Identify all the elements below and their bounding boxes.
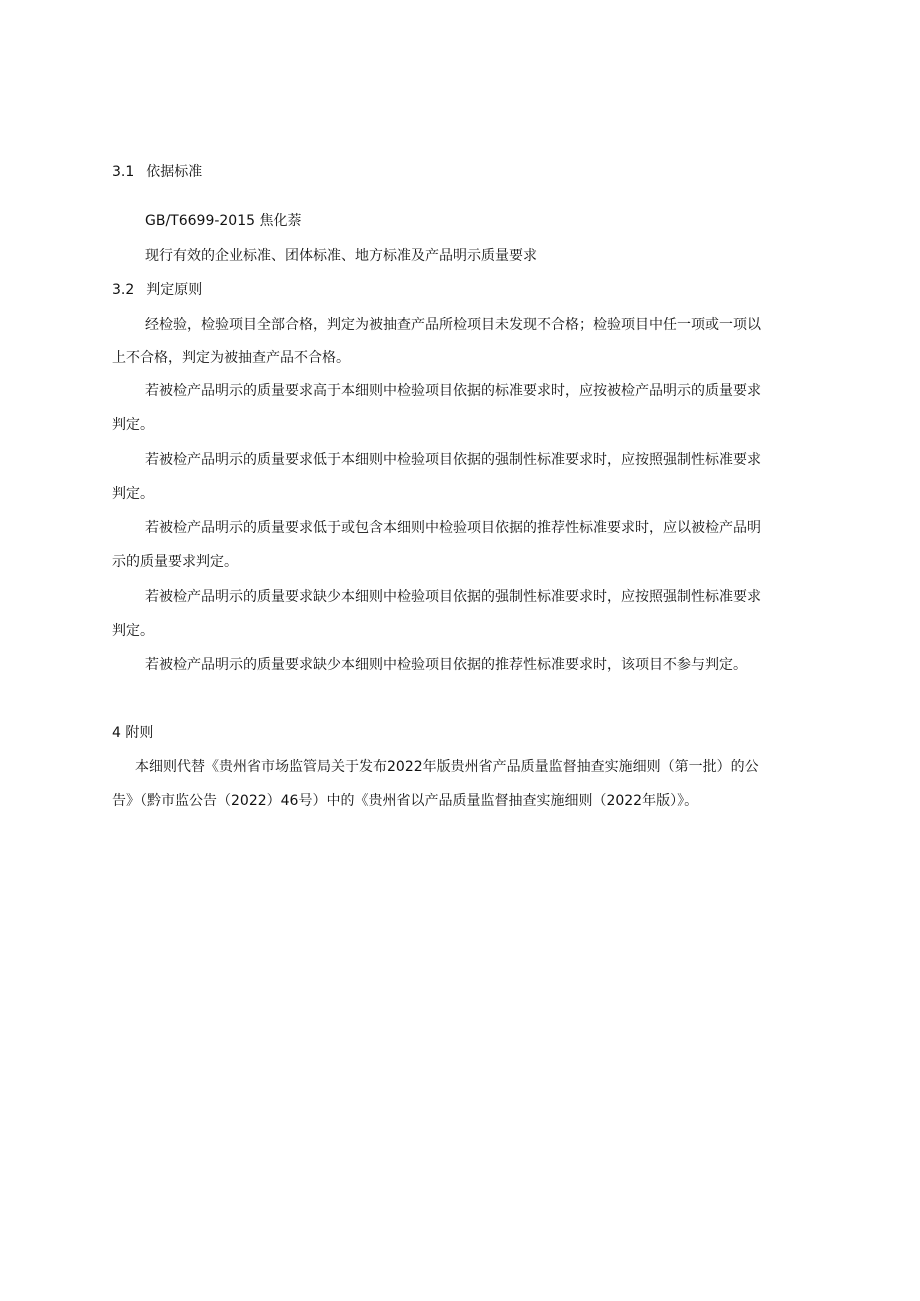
section-title: 判定原则: [146, 282, 203, 298]
paragraph-line: 若被检产品明示的质量要求高于本细则中检验项目依据的标准要求时，应按被检产品明示的质量要求: [145, 383, 761, 399]
section-number: 3.2: [112, 282, 135, 298]
section-number: 3.1: [112, 164, 135, 180]
paragraph-line: 判定。: [112, 486, 154, 502]
paragraph-line: 若被检产品明示的质量要求缺少本细则中检验项目依据的推荐性标准要求时，该项目不参与判定。: [145, 657, 747, 673]
paragraph-line: 示的质量要求判定。: [112, 554, 238, 570]
section-4-heading: 4 附则: [112, 725, 154, 741]
section-3-2-heading: [112, 281, 202, 299]
paragraph-line: 若被检产品明示的质量要求低于或包含本细则中检验项目依据的推荐性标准要求时，应以被检产品明: [145, 520, 761, 536]
section-title: 依据标准: [146, 164, 203, 180]
paragraph-line: 若被检产品明示的质量要求缺少本细则中检验项目依据的强制性标准要求时，应按照强制性标准要求: [145, 589, 761, 605]
paragraph-line: 本细则代替《贵州省市场监管局关于发布2022年版贵州省产品质量监督抽查实施细则（第一批）的公: [135, 759, 759, 775]
section-3-1-heading: [112, 163, 202, 181]
paragraph-line: 经检验，检验项目全部合格，判定为被抽查产品所检项目未发现不合格；检验项目中任一项或一项以: [145, 317, 761, 333]
standard-item: 现行有效的企业标准、团体标准、地方标准及产品明示质量要求: [145, 248, 537, 264]
paragraph-line: 判定。: [112, 623, 154, 639]
paragraph-line: 上不合格，判定为被抽查产品不合格。: [112, 350, 350, 366]
paragraph-line: 告》（黔市监公告（2022）46号）中的《贵州省以产品质量监督抽查实施细则（2022年版）》。: [112, 793, 699, 809]
paragraph-line: 若被检产品明示的质量要求低于本细则中检验项目依据的强制性标准要求时，应按照强制性标准要求: [145, 452, 761, 468]
standard-item: GB/T6699-2015 焦化萘: [145, 213, 302, 229]
paragraph-line: 判定。: [112, 417, 154, 433]
